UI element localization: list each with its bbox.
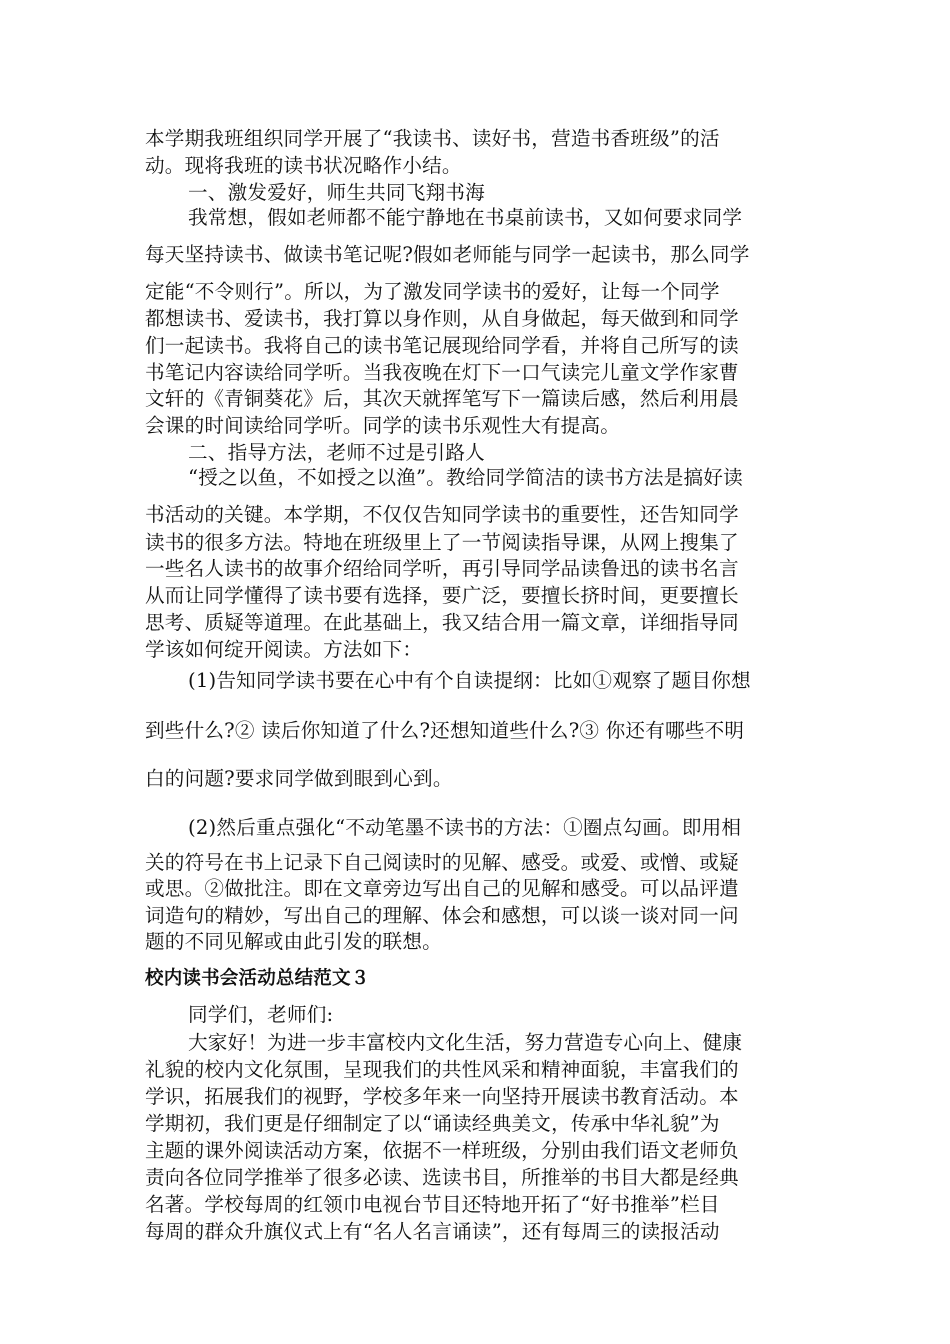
paragraph-line: 词造句的精妙，写出自己的理解、体会和感想，可以谈一谈对同一问 — [145, 904, 739, 927]
paragraph-line: 动。现将我班的读书状况略作小结。 — [145, 154, 462, 177]
paragraph-line: 思考、质疑等道理。在此基础上，我又结合用一篇文章，详细指导同 — [145, 611, 739, 634]
paragraph-line: 们一起读书。我将自己的读书笔记展现给同学看，并将自己所写的读 — [145, 334, 739, 357]
paragraph-line: 定能“不令则行”。所以，为了激发同学读书的爱好，让每一个同学 — [145, 280, 720, 303]
paragraph-line: 文轩的《青铜葵花》后，其次天就挥笔写下一篇读后感，然后利用晨 — [145, 387, 739, 410]
section-heading: 一、激发爱好，师生共同飞翔书海 — [188, 181, 485, 204]
paragraph-line: 责向各位同学推举了很多必读、选读书目，所推举的书目大都是经典 — [145, 1166, 739, 1189]
paragraph-line: 我常想，假如老师都不能宁静地在书桌前读书，又如何要求同学 — [188, 206, 743, 229]
paragraph-line: (2)然后重点强化“不动笔墨不读书的方法：①圈点勾画。即用相 — [188, 816, 742, 839]
paragraph-line: 书笔记内容读给同学听。当我夜晚在灯下一口气读完儿童文学作家曹 — [145, 361, 739, 384]
paragraph-line: 白的问题?要求同学做到眼到心到。 — [145, 767, 453, 790]
paragraph-line: (1)告知同学读书要在心中有个自读提纲：比如①观察了题目你想 — [188, 669, 751, 692]
paragraph-line: 从而让同学懂得了读书要有选择，要广泛，要擅长挤时间，更要擅长 — [145, 584, 739, 607]
paragraph-line: 到些什么?② 读后你知道了什么?还想知道些什么?③ 你还有哪些不明 — [145, 719, 745, 742]
paragraph-line: 学期初，我们更是仔细制定了以“诵读经典美文，传承中华礼貌”为 — [145, 1112, 720, 1135]
paragraph-line: 学识，拓展我们的视野，学校多年来一向坚持开展读书教育活动。本 — [145, 1085, 739, 1108]
paragraph-line: 礼貌的校内文化氛围，呈现我们的共性风采和精神面貌，丰富我们的 — [145, 1058, 739, 1081]
section-heading: 二、指导方法，老师不过是引路人 — [188, 441, 485, 464]
paragraph-line: 会课的时间读给同学听。同学的读书乐观性大有提高。 — [145, 414, 621, 437]
paragraph-line: 主题的课外阅读活动方案，依据不一样班级，分别由我们语文老师负 — [145, 1139, 739, 1162]
paragraph-line: 关的符号在书上记录下自己阅读时的见解、感受。或爱、或憎、或疑 — [145, 851, 739, 874]
paragraph-line: 读书的很多方法。特地在班级里上了一节阅读指导课，从网上搜集了 — [145, 531, 739, 554]
article-title: 校内读书会活动总结范文３ — [145, 968, 370, 989]
paragraph-line: 本学期我班组织同学开展了“我读书、读好书，营造书香班级”的活 — [145, 127, 720, 150]
paragraph-line: 每周的群众升旗仪式上有“名人名言诵读”，还有每周三的读报活动 — [145, 1220, 720, 1243]
paragraph-line: 一些名人读书的故事介绍给同学听，再引导同学品读鲁迅的读书名言 — [145, 557, 739, 580]
paragraph-line: 题的不同见解或由此引发的联想。 — [145, 930, 442, 953]
salutation: 同学们，老师们: — [188, 1003, 334, 1026]
paragraph-line: 学该如何绽开阅读。方法如下： — [145, 638, 423, 661]
paragraph-line: 每天坚持读书、做读书笔记呢?假如老师能与同学一起读书，那么同学 — [145, 243, 750, 266]
paragraph-line: 书活动的关键。本学期，不仅仅告知同学读书的重要性，还告知同学 — [145, 503, 739, 526]
paragraph-line: “授之以鱼，不如授之以渔”。教给同学简洁的读书方法是搞好读 — [188, 466, 743, 489]
paragraph-line: 大家好！为进一步丰富校内文化生活，努力营造专心向上、健康 — [188, 1031, 743, 1054]
paragraph-line: 或思。②做批注。即在文章旁边写出自己的见解和感受。可以品评遣 — [145, 877, 739, 900]
paragraph-line: 都想读书、爱读书，我打算以身作则，从自身做起，每天做到和同学 — [145, 307, 739, 330]
paragraph-line: 名著。学校每周的红领巾电视台节目还特地开拓了“好书推举”栏目 — [145, 1193, 720, 1216]
